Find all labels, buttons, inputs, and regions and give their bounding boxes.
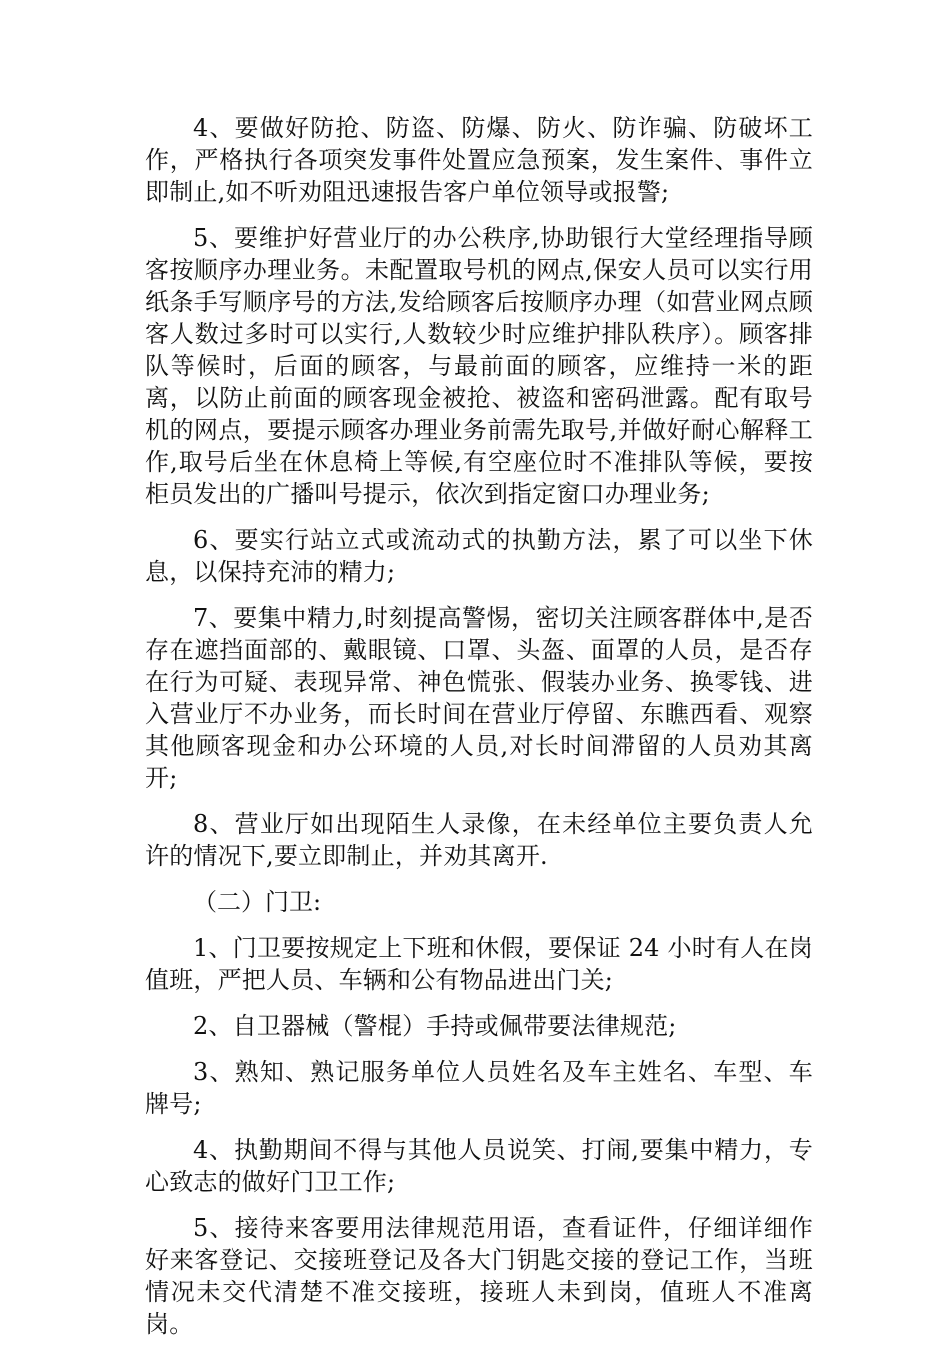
paragraph-item-7: 7、要集中精力,时刻提高警惕，密切关注顾客群体中,是否存在遮挡面部的、戴眼镜、口罩、头盔、面罩的人员，是否存在行为可疑、表现异常、神色慌张、假装办业务、换零钱、进入营业厅不办业务，而长时间在营业厅停留、东瞧西看、观察其他顾客现金和办公环境的人员,对长时间滞留的人员劝其离开; [145, 604, 813, 792]
gatekeeper-item-3: 3、熟知、熟记服务单位人员姓名及车主姓名、车型、车牌号; [145, 1058, 813, 1118]
document-page [145, 112, 813, 1354]
paragraph-item-4: 4、要做好防抢、防盗、防爆、防火、防诈骗、防破坏工作，严格执行各项突发事件处置应急预案，发生案件、事件立即制止,如不听劝阻迅速报告客户单位领导或报警; [145, 114, 813, 206]
paragraph-item-6: 6、要实行站立式或流动式的执勤方法，累了可以坐下休息，以保持充沛的精力; [145, 526, 813, 586]
gatekeeper-item-5: 5、接待来客要用法律规范用语，查看证件，仔细详细作好来客登记、交接班登记及各大门钥匙交接的登记工作，当班情况未交代清楚不准交接班，接班人未到岗，值班人不准离岗。 [145, 1214, 813, 1338]
gatekeeper-item-1: 1、门卫要按规定上下班和休假，要保证 24 小时有人在岗值班，严把人员、车辆和公有物品进出门关; [145, 934, 813, 994]
paragraph-item-8: 8、营业厅如出现陌生人录像，在未经单位主要负责人允许的情况下,要立即制止，并劝其离开. [145, 810, 813, 870]
gatekeeper-item-2: 2、自卫器械（警棍）手持或佩带要法律规范; [193, 1012, 677, 1040]
section-heading-gatekeeper: （二）门卫: [193, 888, 322, 916]
gatekeeper-item-4: 4、执勤期间不得与其他人员说笑、打闹,要集中精力，专心致志的做好门卫工作; [145, 1136, 813, 1196]
paragraph-item-5: 5、要维护好营业厅的办公秩序,协助银行大堂经理指导顾客按顺序办理业务。未配置取号机的网点,保安人员可以实行用纸条手写顺序号的方法,发给顾客后按顺序办理（如营业网点顾客人数过多时可以实行,人数较少时应维护排队秩序）。顾客排队等候时，后面的顾客，与最前面的顾客，应维持一米的距离，以防止前面的顾客现金被抢、被盗和密码泄露。配有取号机的网点，要提示顾客办理业务前需先取号,并做好耐心解释工作,取号后坐在休息椅上等候,有空座位时不准排队等候，要按柜员发出的广播叫号提示，依次到指定窗口办理业务; [145, 224, 813, 508]
